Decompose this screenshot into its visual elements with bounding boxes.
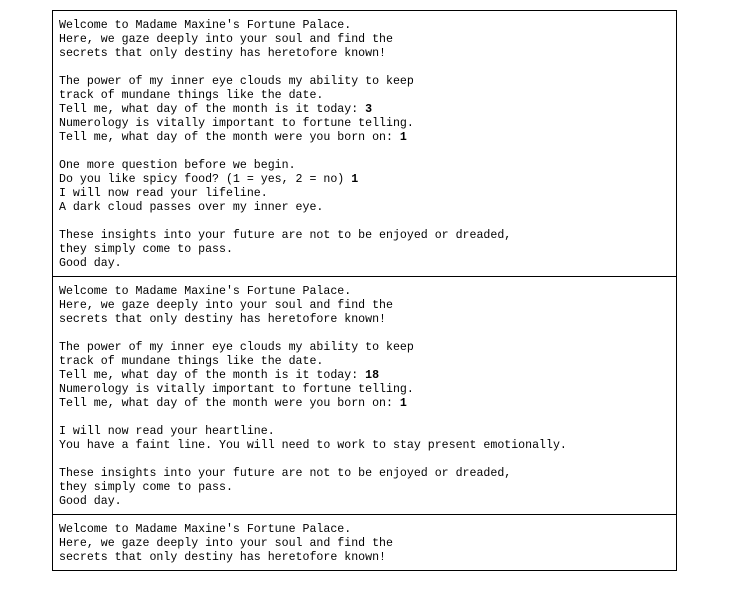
output-line — [59, 215, 670, 229]
output-line — [59, 89, 670, 103]
output-line — [59, 131, 670, 145]
output-line — [59, 411, 670, 425]
output-line — [59, 551, 670, 565]
output-text: Tell me, what day of the month is it today: — [59, 369, 366, 382]
output-line — [59, 327, 670, 341]
output-line — [59, 243, 670, 257]
output-text: Good day. — [59, 257, 122, 270]
output-line — [59, 369, 670, 383]
output-line — [59, 397, 670, 411]
output-text: Tell me, what day of the month were you born on: — [59, 131, 400, 144]
output-text: Welcome to Madame Maxine's Fortune Palace. — [59, 523, 352, 536]
output-text: These insights into your future are not to be enjoyed or dreaded, — [59, 467, 512, 480]
output-text: A dark cloud passes over my inner eye. — [59, 201, 324, 214]
output-line — [59, 313, 670, 327]
output-text: Here, we gaze deeply into your soul and find the — [59, 33, 393, 46]
output-text: they simply come to pass. — [59, 481, 233, 494]
output-text: These insights into your future are not to be enjoyed or dreaded, — [59, 229, 512, 242]
program-output-runs — [52, 10, 677, 571]
output-text: secrets that only destiny has heretofore known! — [59, 551, 386, 564]
output-line — [59, 61, 670, 75]
output-text: secrets that only destiny has heretofore known! — [59, 47, 386, 60]
output-run-2 — [53, 277, 676, 515]
output-text: secrets that only destiny has heretofore known! — [59, 313, 386, 326]
output-line — [59, 33, 670, 47]
output-line — [59, 453, 670, 467]
output-line — [59, 481, 670, 495]
output-run-1 — [53, 11, 676, 277]
output-line — [59, 103, 670, 117]
output-text: Numerology is vitally important to fortune telling. — [59, 117, 414, 130]
output-text: Welcome to Madame Maxine's Fortune Palace. — [59, 19, 352, 32]
output-text: Tell me, what day of the month is it today: — [59, 103, 366, 116]
output-line — [59, 19, 670, 33]
output-text: Tell me, what day of the month were you born on: — [59, 397, 400, 410]
output-line — [59, 201, 670, 215]
user-input: 1 — [399, 397, 407, 410]
output-line — [59, 159, 670, 173]
output-text: I will now read your heartline. — [59, 425, 275, 438]
output-text: Do you like spicy food? (1 = yes, 2 = no) — [59, 173, 352, 186]
output-line — [59, 537, 670, 551]
output-line — [59, 285, 670, 299]
output-text: The power of my inner eye clouds my ability to keep — [59, 341, 414, 354]
output-line — [59, 257, 670, 271]
output-text: Here, we gaze deeply into your soul and find the — [59, 299, 393, 312]
output-line — [59, 47, 670, 61]
output-text: You have a faint line. You will need to work to stay present emotionally. — [59, 439, 567, 452]
output-line — [59, 299, 670, 313]
output-text: Welcome to Madame Maxine's Fortune Palace. — [59, 285, 352, 298]
output-line — [59, 439, 670, 453]
output-text: track of mundane things like the date. — [59, 355, 324, 368]
output-line — [59, 425, 670, 439]
output-text: One more question before we begin. — [59, 159, 296, 172]
user-input: 3 — [365, 103, 373, 116]
output-text: Good day. — [59, 495, 122, 508]
output-line — [59, 355, 670, 369]
user-input: 1 — [399, 131, 407, 144]
output-run-3 — [53, 515, 676, 571]
output-text: I will now read your lifeline. — [59, 187, 268, 200]
output-line — [59, 173, 670, 187]
output-line — [59, 75, 670, 89]
output-text: track of mundane things like the date. — [59, 89, 324, 102]
output-line — [59, 145, 670, 159]
output-line — [59, 341, 670, 355]
output-line — [59, 117, 670, 131]
output-line — [59, 523, 670, 537]
output-line — [59, 383, 670, 397]
user-input: 1 — [351, 173, 359, 186]
user-input: 18 — [365, 369, 380, 382]
output-text: Here, we gaze deeply into your soul and find the — [59, 537, 393, 550]
output-line — [59, 187, 670, 201]
output-line — [59, 495, 670, 509]
output-line — [59, 229, 670, 243]
output-text: Numerology is vitally important to fortune telling. — [59, 383, 414, 396]
output-text: they simply come to pass. — [59, 243, 233, 256]
output-text: The power of my inner eye clouds my ability to keep — [59, 75, 414, 88]
output-line — [59, 467, 670, 481]
